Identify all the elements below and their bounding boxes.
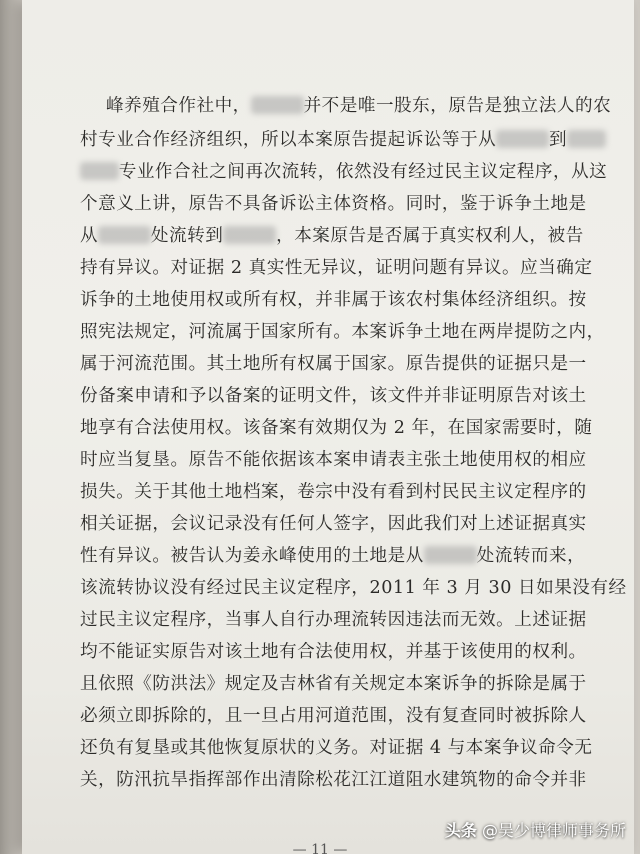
text-line-13 [80, 478, 587, 503]
line-text: ，本案原告是否属于真实权利人，被告 [276, 226, 584, 246]
text-line-5 [80, 222, 584, 247]
watermark-handle: @吴少博律师事务所 [481, 821, 626, 840]
line-text: 峰养殖合作社中， [106, 96, 251, 116]
text-line-7 [80, 286, 587, 311]
watermark [445, 818, 626, 841]
line-text: 且依照《防洪法》规定及吉林省有关规定本案诉争的拆除是属于 [80, 674, 587, 694]
line-text: 份备案申请和予以备案的证明文件，该文件并非证明原告对该土 [80, 386, 587, 406]
line-text: 处流转到 [150, 226, 224, 246]
text-line-8 [80, 318, 605, 343]
line-text: 到 [548, 130, 568, 150]
text-line-19 [80, 670, 587, 695]
line-text: 持有异议。对证据 2 真实性无异议，证明问题有异议。应当确定 [80, 258, 593, 278]
text-line-21 [80, 734, 592, 759]
line-text: 地享有合法使用权。该备案有效期仅为 2 年，在国家需要时，随 [80, 418, 593, 438]
text-line-16 [80, 574, 627, 599]
page-number-value: 11 [311, 842, 329, 854]
line-text: 照宪法规定，河流属于国家所有。本案诉争土地在两岸提防之内， [80, 322, 605, 342]
line-text: 均不能证实原告对该土地有合法使用权，并基于该使用的权利。 [80, 642, 587, 662]
text-line-1 [106, 92, 611, 117]
line-text: 性有异议。被告认为姜永峰使用的土地是从 [80, 546, 424, 566]
redacted-name [223, 226, 276, 244]
line-text: 处流转而来， [476, 546, 586, 566]
line-text: 损失。关于其他土地档案，卷宗中没有看到村民民主议定程序的 [80, 482, 587, 502]
line-text: 时应当复垦。原告不能依据该本案申请表主张土地使用权的相应 [80, 450, 587, 470]
line-text: 从 [80, 226, 99, 246]
text-line-12 [80, 446, 587, 471]
line-text: 关，防汛抗旱指挥部作出清除松花江江道阻水建筑物的命令并非 [80, 770, 587, 790]
redacted-name [80, 162, 119, 180]
line-text: 该流转协议没有经过民主议定程序，2011 年 3 月 30 日如果没有经 [80, 578, 627, 598]
line-text: 村专业合作经济组织，所以本案原告提起诉讼等于从 [80, 130, 497, 150]
text-line-3 [80, 158, 607, 183]
redacted-name [424, 546, 477, 564]
line-text: 个意义上讲，原告不具备诉讼主体资格。同时，鉴于诉争土地是 [80, 194, 587, 214]
text-line-18 [80, 638, 587, 663]
text-line-4 [80, 190, 587, 215]
line-text: 属于河流范围。其土地所有权属于国家。原告提供的证据只是一 [80, 354, 587, 374]
redacted-name [251, 96, 304, 114]
text-line-15 [80, 542, 585, 567]
text-line-14 [80, 510, 587, 535]
text-line-20 [80, 702, 587, 727]
text-line-10 [80, 382, 587, 407]
text-line-17 [80, 606, 587, 631]
line-text: 必须立即拆除的，且一旦占用河道范围，没有复查同时被拆除人 [80, 706, 587, 726]
text-line-6 [80, 254, 592, 279]
watermark-brand: 头条 [444, 821, 477, 840]
page-number: — 11 — [293, 842, 348, 854]
redacted-name [567, 130, 606, 148]
line-text: 并不是唯一股东，原告是独立法人的农 [303, 96, 612, 116]
line-text: 过民主议定程序，当事人自行办理流转因违法而无效。上述证据 [80, 610, 587, 630]
redacted-name [496, 130, 549, 148]
text-line-11 [80, 414, 592, 439]
line-text: 专业作合社之间再次流转，依然没有经过民主议定程序，从这 [118, 162, 608, 182]
text-line-22 [80, 766, 587, 791]
text-line-2 [80, 126, 606, 151]
line-text: 还负有复垦或其他恢复原状的义务。对证据 4 与本案争议命令无 [80, 738, 593, 758]
line-text: 诉争的土地使用权或所有权，并非属于该农村集体经济组织。按 [80, 290, 587, 310]
line-text: 相关证据，会议记录没有任何人签字，因此我们对上述证据真实 [80, 514, 587, 534]
redacted-name [98, 226, 151, 244]
text-line-9 [80, 350, 587, 375]
